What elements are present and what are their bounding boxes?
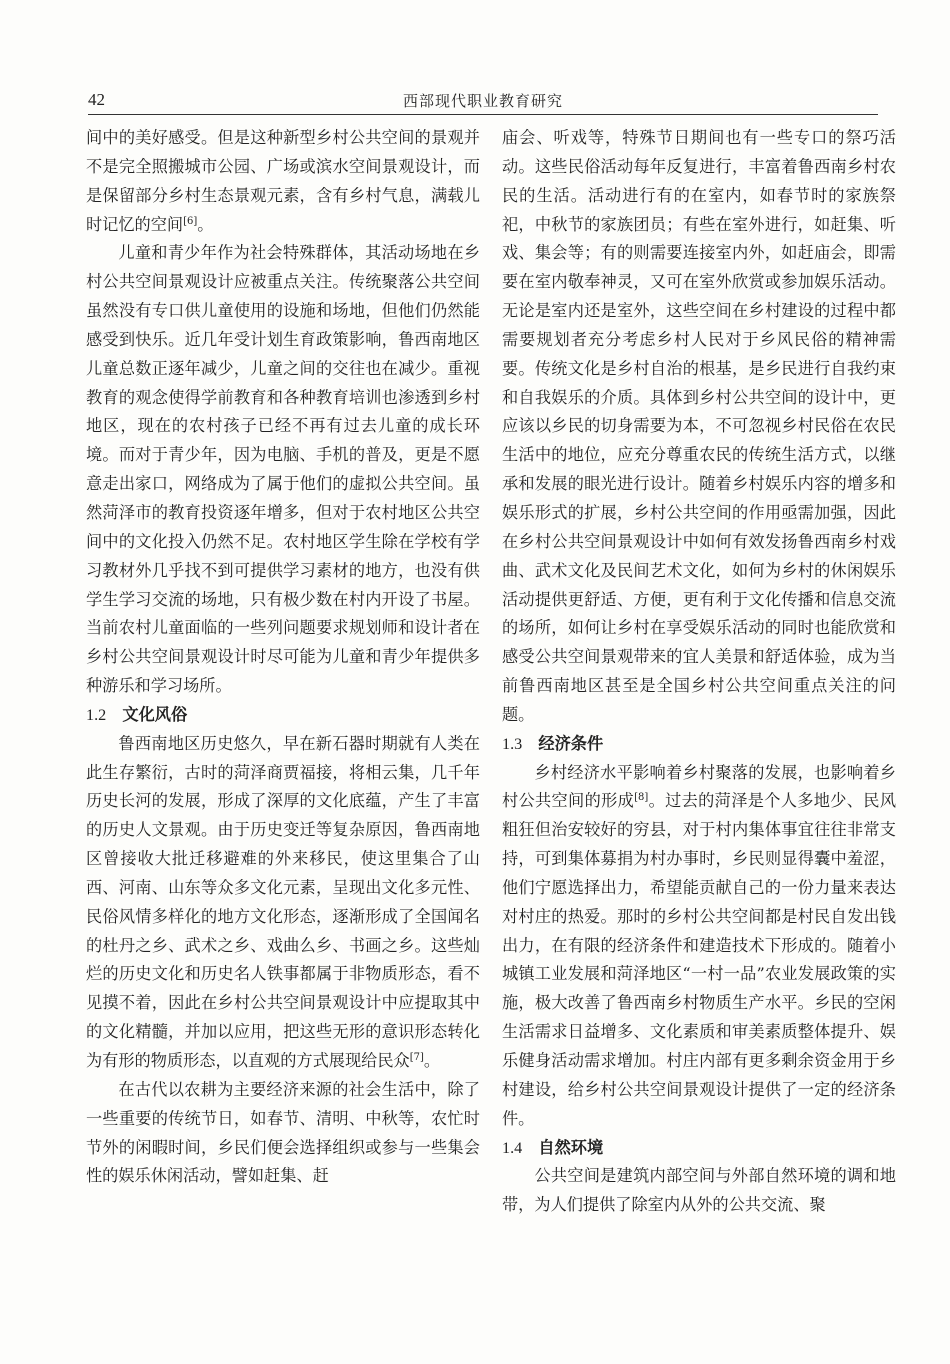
paragraph: 儿童和青少年作为社会特殊群体，其活动场地在乡村公共空间景观设计应被重点关注。传统聚落公共空间虽然没有专口供儿童使用的设施和场地，但他们仍然能感受到快乐。近几年受计划生育政策影响，鲁西南地区儿童总数正逐年减少，儿童之间的交往也在减少。重视教育的观念使得学前教育和各种教育培训也渗透到乡村地区，现在的农村孩子已经不再有过去儿童的成长环境。而对于青少年，因为电脑、手机的普及，更是不愿意走出家口，网络成为了属于他们的虚拟公共空间。虽然菏泽市的教育投资逐年增多，但对于农村地区公共空间中的文化投入仍然不足。农村地区学生除在学校有学习教材外几乎找不到可提供学习素材的地方，也没有供学生学习交流的场地，只有极少数在村内开设了书屋。当前农村儿童面临的一些列问题要求规划师和设计者在乡村公共空间景观设计时尽可能为儿童和青少年提供多种游乐和学习场所。 <box>86 243 480 696</box>
left-column <box>86 124 480 1191</box>
paragraph: 乡村经济水平影响着乡村聚落的发展，也影响着乡村公共空间的形成[8]。过去的菏泽是个人多地少、民风粗狂但治安较好的穷县，对于村内集体事宜往往非常支持，可到集体募捐为村办事时，乡民则显得囊中羞涩，他们宁愿选择出力，希望能贡献自己的一份力量来表达对村庄的热爱。那时的乡村公共空间都是村民自发出钱出力，在有限的经济条件和建造技术下形成的。随着小城镇工业发展和菏泽地区“一村一品”农业发展政策的实施，极大改善了鲁西南乡村物质生产水平。乡民的空闲生活需求日益增多、文化素质和审美素质整体提升、娱乐健身活动需求增加。村庄内部有更多剩余资金用于乡村建设，给乡村公共空间景观设计提供了一定的经济条件。 <box>502 762 897 1128</box>
section-number: 1.3 <box>502 734 523 753</box>
paragraph: 间中的美好感受。但是这种新型乡村公共空间的景观并不是完全照搬城市公园、广场或滨水空间景观设计，而是保留部分乡村生态景观元素，含有乡村气息，满载儿时记忆的空间[6]。 <box>86 128 480 234</box>
citation[interactable]: [6] <box>183 215 198 227</box>
paragraph: 鲁西南地区历史悠久，早在新石器时期就有人类在此生存繁衍，古时的菏泽商贾福接，将相云集，几千年历史长河的发展，形成了深厚的文化底蕴，产生了丰富的历史人文景观。由于历史变迁等复杂原因，鲁西南地区曾接收大批迁移避难的外来移民，使这里集合了山西、河南、山东等众多文化元素，呈现出文化多元性、民俗风情多样化的地方文化形态，逐渐形成了全国闻名的杜丹之乡、武术之乡、戏曲么乡、书画之乡。这些灿烂的历史文化和历史名人铁事都属于非物质形态，看不见摸不着，因此在乡村公共空间景观设计中应提取其中的文化精髓，并加以应用，把这些无形的意识形态转化为有形的物质形态，以直观的方式展现给民众[7]。 <box>86 733 480 1070</box>
paragraph: 庙会、听戏等，特殊节日期间也有一些专口的祭巧活动。这些民俗活动每年反复进行，丰富着鲁西南乡村农民的生活。活动进行有的在室内，如春节时的家族祭祀，中秋节的家族团员；有些在室外进行，如赶集、听戏、集会等；有的则需要连接室内外，如赶庙会，即需要在室内敬奉神灵，又可在室外欣赏或参加娱乐活动。无论是室内还是室外，这些空间在乡村建设的过程中都需要规划者充分考虑乡村人民对于乡风民俗的精神需要。传统文化是乡村自治的根基，是乡民进行自我约束和自我娱乐的介质。具体到乡村公共空间的设计中，更应该以乡民的切身需要为本，不可忽视乡村民俗在农民生活中的地位，应充分尊重农民的传统生活方式，以继承和发展的眼光进行设计。随着乡村娱乐内容的增多和娱乐形式的扩展，乡村公共空间的作用亟需加强，因此在乡村公共空间景观设计中如何有效发扬鲁西南乡村戏曲、武术文化及民间艺术文化，如何为乡村的休闲娱乐活动提供更舒适、方便，更有利于文化传播和信息交流的场所，如何让乡村在享受娱乐活动的同时也能欣赏和感受公共空间景观带来的宜人美景和舒适体验，成为当前鲁西南地区甚至是全国乡村公共空间重点关注的问题。 <box>502 128 896 724</box>
section-title: 经济条件 <box>538 733 604 753</box>
section-number: 1.2 <box>86 705 107 724</box>
right-column <box>502 124 896 1220</box>
journal-title: 西部现代职业教育研究 <box>402 92 563 110</box>
running-header <box>88 88 878 115</box>
section-number: 1.4 <box>502 1138 523 1157</box>
paragraph: 在古代以农耕为主要经济来源的社会生活中，除了一些重要的传统节日，如春节、清明、中秋等，农忙时节外的闲暇时间，乡民们便会选择组织或参与一些集会性的娱乐休闲活动，譬如赶集、赶 <box>86 1079 480 1186</box>
section-heading <box>86 701 480 730</box>
section-title: 文化风俗 <box>122 704 188 724</box>
citation[interactable]: [8] <box>634 792 649 804</box>
paragraph: 公共空间是建筑内部空间与外部自然环境的调和地带，为人们提供了除室内从外的公共交流、聚 <box>502 1166 896 1215</box>
citation[interactable]: [7] <box>409 1052 424 1063</box>
section-title: 自然环境 <box>538 1137 604 1157</box>
page-number: 42 <box>88 90 105 109</box>
section-heading <box>502 1134 896 1163</box>
section-heading <box>502 730 896 759</box>
